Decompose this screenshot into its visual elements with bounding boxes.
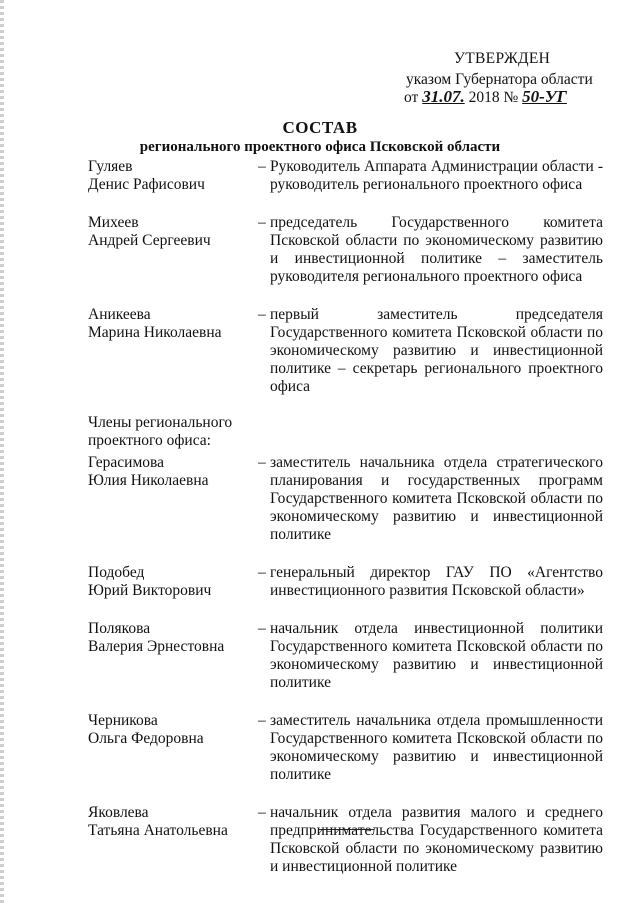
position-description: начальник отдела развития малого и среднего предпринимательства Государственного комитета Псковской области по экономическому развитию и инвестиционной политике <box>270 804 603 875</box>
decree-reference: указом Губернатора области <box>406 71 593 88</box>
roster-entry <box>88 158 603 194</box>
decree-date-line <box>404 86 567 108</box>
dash: – <box>258 454 266 471</box>
roster-entry <box>88 620 603 692</box>
given-names: Татьяна Анатольевна <box>88 822 228 839</box>
surname: Полякова <box>88 620 151 637</box>
surname: Черникова <box>88 712 158 729</box>
given-names: Денис Рафисович <box>88 176 205 193</box>
surname: Михеев <box>88 214 139 231</box>
surname: Гуляев <box>88 158 133 175</box>
dash: – <box>258 620 266 637</box>
members-label-line: проектного офиса: <box>88 432 211 449</box>
person-name <box>88 712 258 784</box>
roster-entry <box>88 804 603 876</box>
person-name <box>88 158 258 194</box>
position-description: начальник отдела инвестиционной политики Государственного комитета Псковской области по экономическому развитию и инвестиционной политике <box>270 620 603 691</box>
dash: – <box>258 306 266 323</box>
position-description: генеральный директор ГАУ ПО «Агентство инвестиционного развития Псковской области» <box>270 564 603 599</box>
end-divider <box>318 829 374 830</box>
given-names: Марина Николаевна <box>88 324 222 341</box>
members-section-label <box>88 414 603 450</box>
document-title: СОСТАВ <box>282 118 358 137</box>
dash: – <box>258 712 266 729</box>
handwritten-number: 50-УГ <box>522 87 567 106</box>
given-names: Андрей Сергеевич <box>88 232 211 249</box>
roster <box>88 158 603 896</box>
year-number-label: 2018 № <box>468 89 519 106</box>
position-description: заместитель начальника отдела промышленности Государственного комитета Псковской области по экономическому развитию и инвестиционной политике <box>270 712 603 783</box>
roster-entry <box>88 306 603 396</box>
handwritten-date: 31.07. <box>422 87 465 106</box>
dash: – <box>258 804 266 821</box>
person-name <box>88 306 258 396</box>
position-description: заместитель начальника отдела стратегического планирования и государственных программ Государственного комитета Псковской области по экономическому развитию и инвестиционной политике <box>270 454 603 543</box>
dash: – <box>258 564 266 581</box>
surname: Подобед <box>88 564 145 581</box>
roster-entry <box>88 454 603 544</box>
dash: – <box>258 158 266 175</box>
dash: – <box>258 214 266 231</box>
roster-entry <box>88 214 603 286</box>
person-name <box>88 214 258 286</box>
surname: Герасимова <box>88 454 165 471</box>
person-name <box>88 564 258 600</box>
approved-heading: УТВЕРЖДЕН <box>454 50 551 67</box>
person-name <box>88 620 258 692</box>
roster-entry <box>88 564 603 600</box>
surname: Яковлева <box>88 804 149 821</box>
roster-entry <box>88 712 603 784</box>
position-description: председатель Государственного комитета Псковской области по экономическому развитию и инвестиционной политике – заместитель руководителя регионального проектного офиса <box>270 214 603 285</box>
given-names: Ольга Федоровна <box>88 730 204 747</box>
person-name <box>88 804 258 876</box>
document-subtitle: регионального проектного офиса Псковской области <box>139 139 501 155</box>
given-names: Валерия Эрнестовна <box>88 638 225 655</box>
person-name <box>88 454 258 544</box>
position-description: первый заместитель председателя Государственного комитета Псковской области по экономическому развитию и инвестиционной политике – секретарь регионального проектного офиса <box>270 306 603 395</box>
members-label-line: Члены регионального <box>88 414 233 431</box>
given-names: Юлия Николаевна <box>88 472 209 489</box>
position-description: Руководитель Аппарата Администрации области - руководитель регионального проектного офиса <box>270 158 603 193</box>
date-prefix: от <box>404 89 419 106</box>
given-names: Юрий Викторович <box>88 582 212 599</box>
surname: Аникеева <box>88 306 151 323</box>
